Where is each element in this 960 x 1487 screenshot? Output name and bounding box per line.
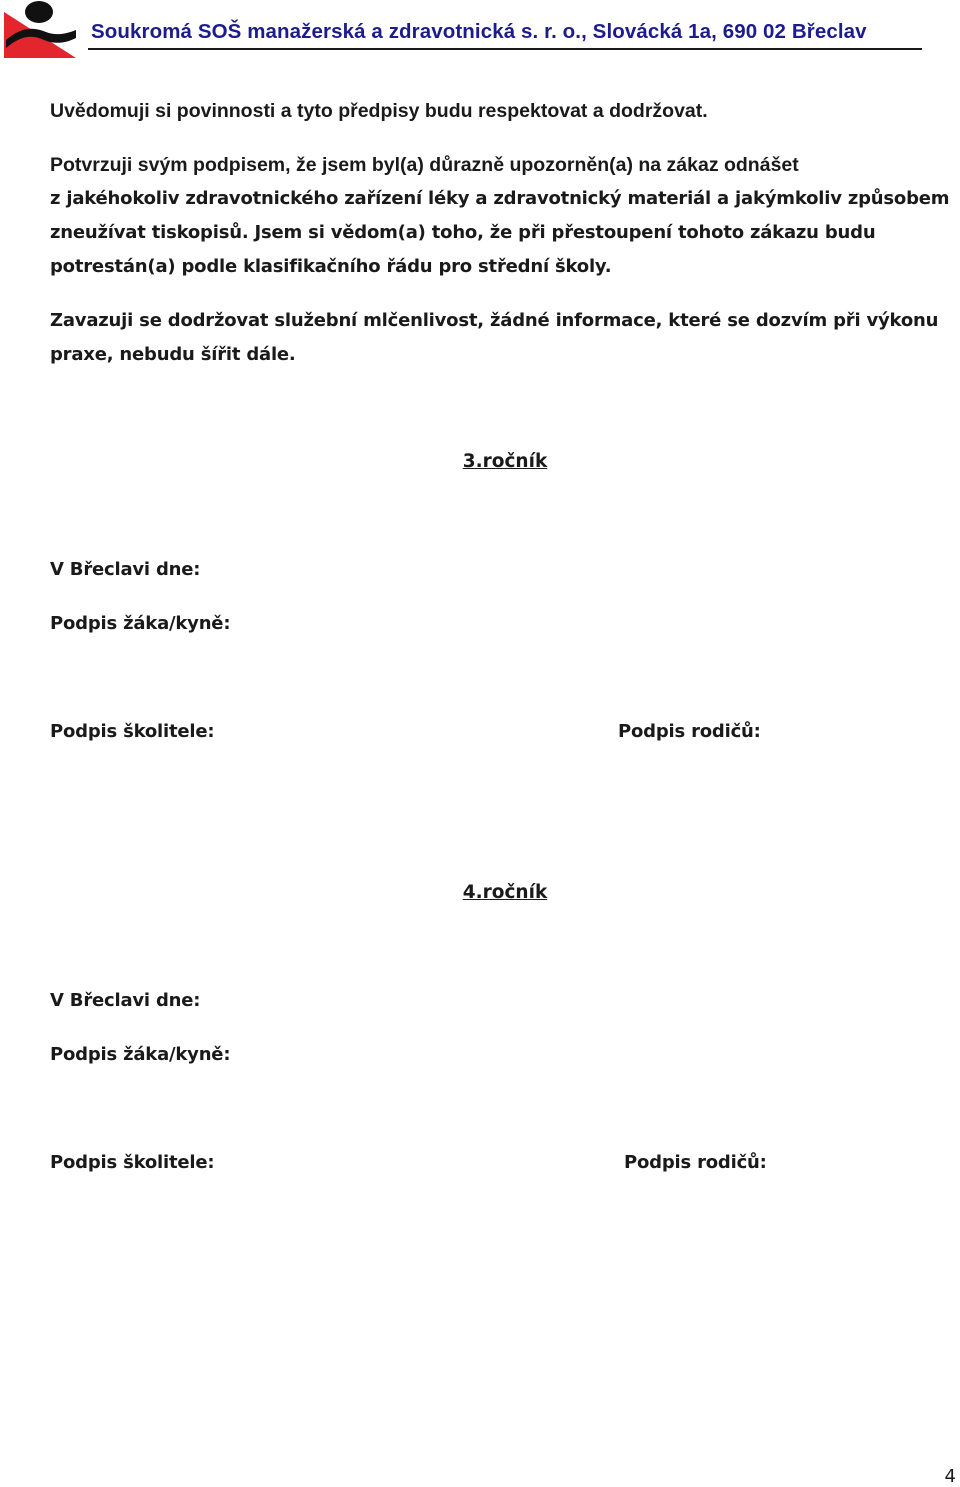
section-4-parents-signature-label: Podpis rodičů: [624, 1152, 767, 1173]
header-divider [88, 48, 922, 50]
paragraph-confirm-line-3: zneužívat tiskopisů. Jsem si vědom(a) toho, že při přestoupení tohoto zákazu budu [50, 222, 876, 243]
paragraph-confirm-line-4: potrestán(a) podle klasifikačního řádu pro střední školy. [50, 256, 612, 277]
section-4-trainer-signature-label: Podpis školitele: [50, 1152, 215, 1173]
section-3-date-label: V Břeclavi dne: [50, 559, 201, 580]
section-3-heading: 3.ročník [462, 451, 548, 472]
section-4-heading: 4.ročník [462, 882, 548, 903]
page-header [0, 0, 960, 62]
section-4-student-signature-label: Podpis žáka/kyně: [50, 1044, 231, 1065]
paragraph-confidentiality-line-2: praxe, nebudu šířit dále. [50, 344, 296, 365]
school-logo-icon [2, 0, 78, 60]
section-4-date-label: V Břeclavi dne: [50, 990, 201, 1011]
section-3-parents-signature-label: Podpis rodičů: [618, 721, 761, 742]
paragraph-confidentiality-line-1: Zavazuji se dodržovat služební mlčenlivost, žádné informace, které se dozvím při výkonu [50, 310, 939, 331]
section-3-trainer-signature-label: Podpis školitele: [50, 721, 215, 742]
paragraph-duties: Uvědomuji si povinnosti a tyto předpisy budu respektovat a dodržovat. [50, 100, 708, 122]
school-name-address: Soukromá SOŠ manažerská a zdravotnická s. r. o., Slovácká 1a, 690 02 Břeclav [91, 20, 867, 43]
paragraph-confirm-line-1: Potvrzuji svým podpisem, že jsem byl(a) důrazně upozorněn(a) na zákaz odnášet [50, 154, 799, 176]
section-3-student-signature-label: Podpis žáka/kyně: [50, 613, 231, 634]
paragraph-confirm-line-2: z jakéhokoliv zdravotnického zařízení léky a zdravotnický materiál a jakýmkoliv způsobem [50, 188, 950, 209]
page-number: 4 [944, 1466, 956, 1487]
